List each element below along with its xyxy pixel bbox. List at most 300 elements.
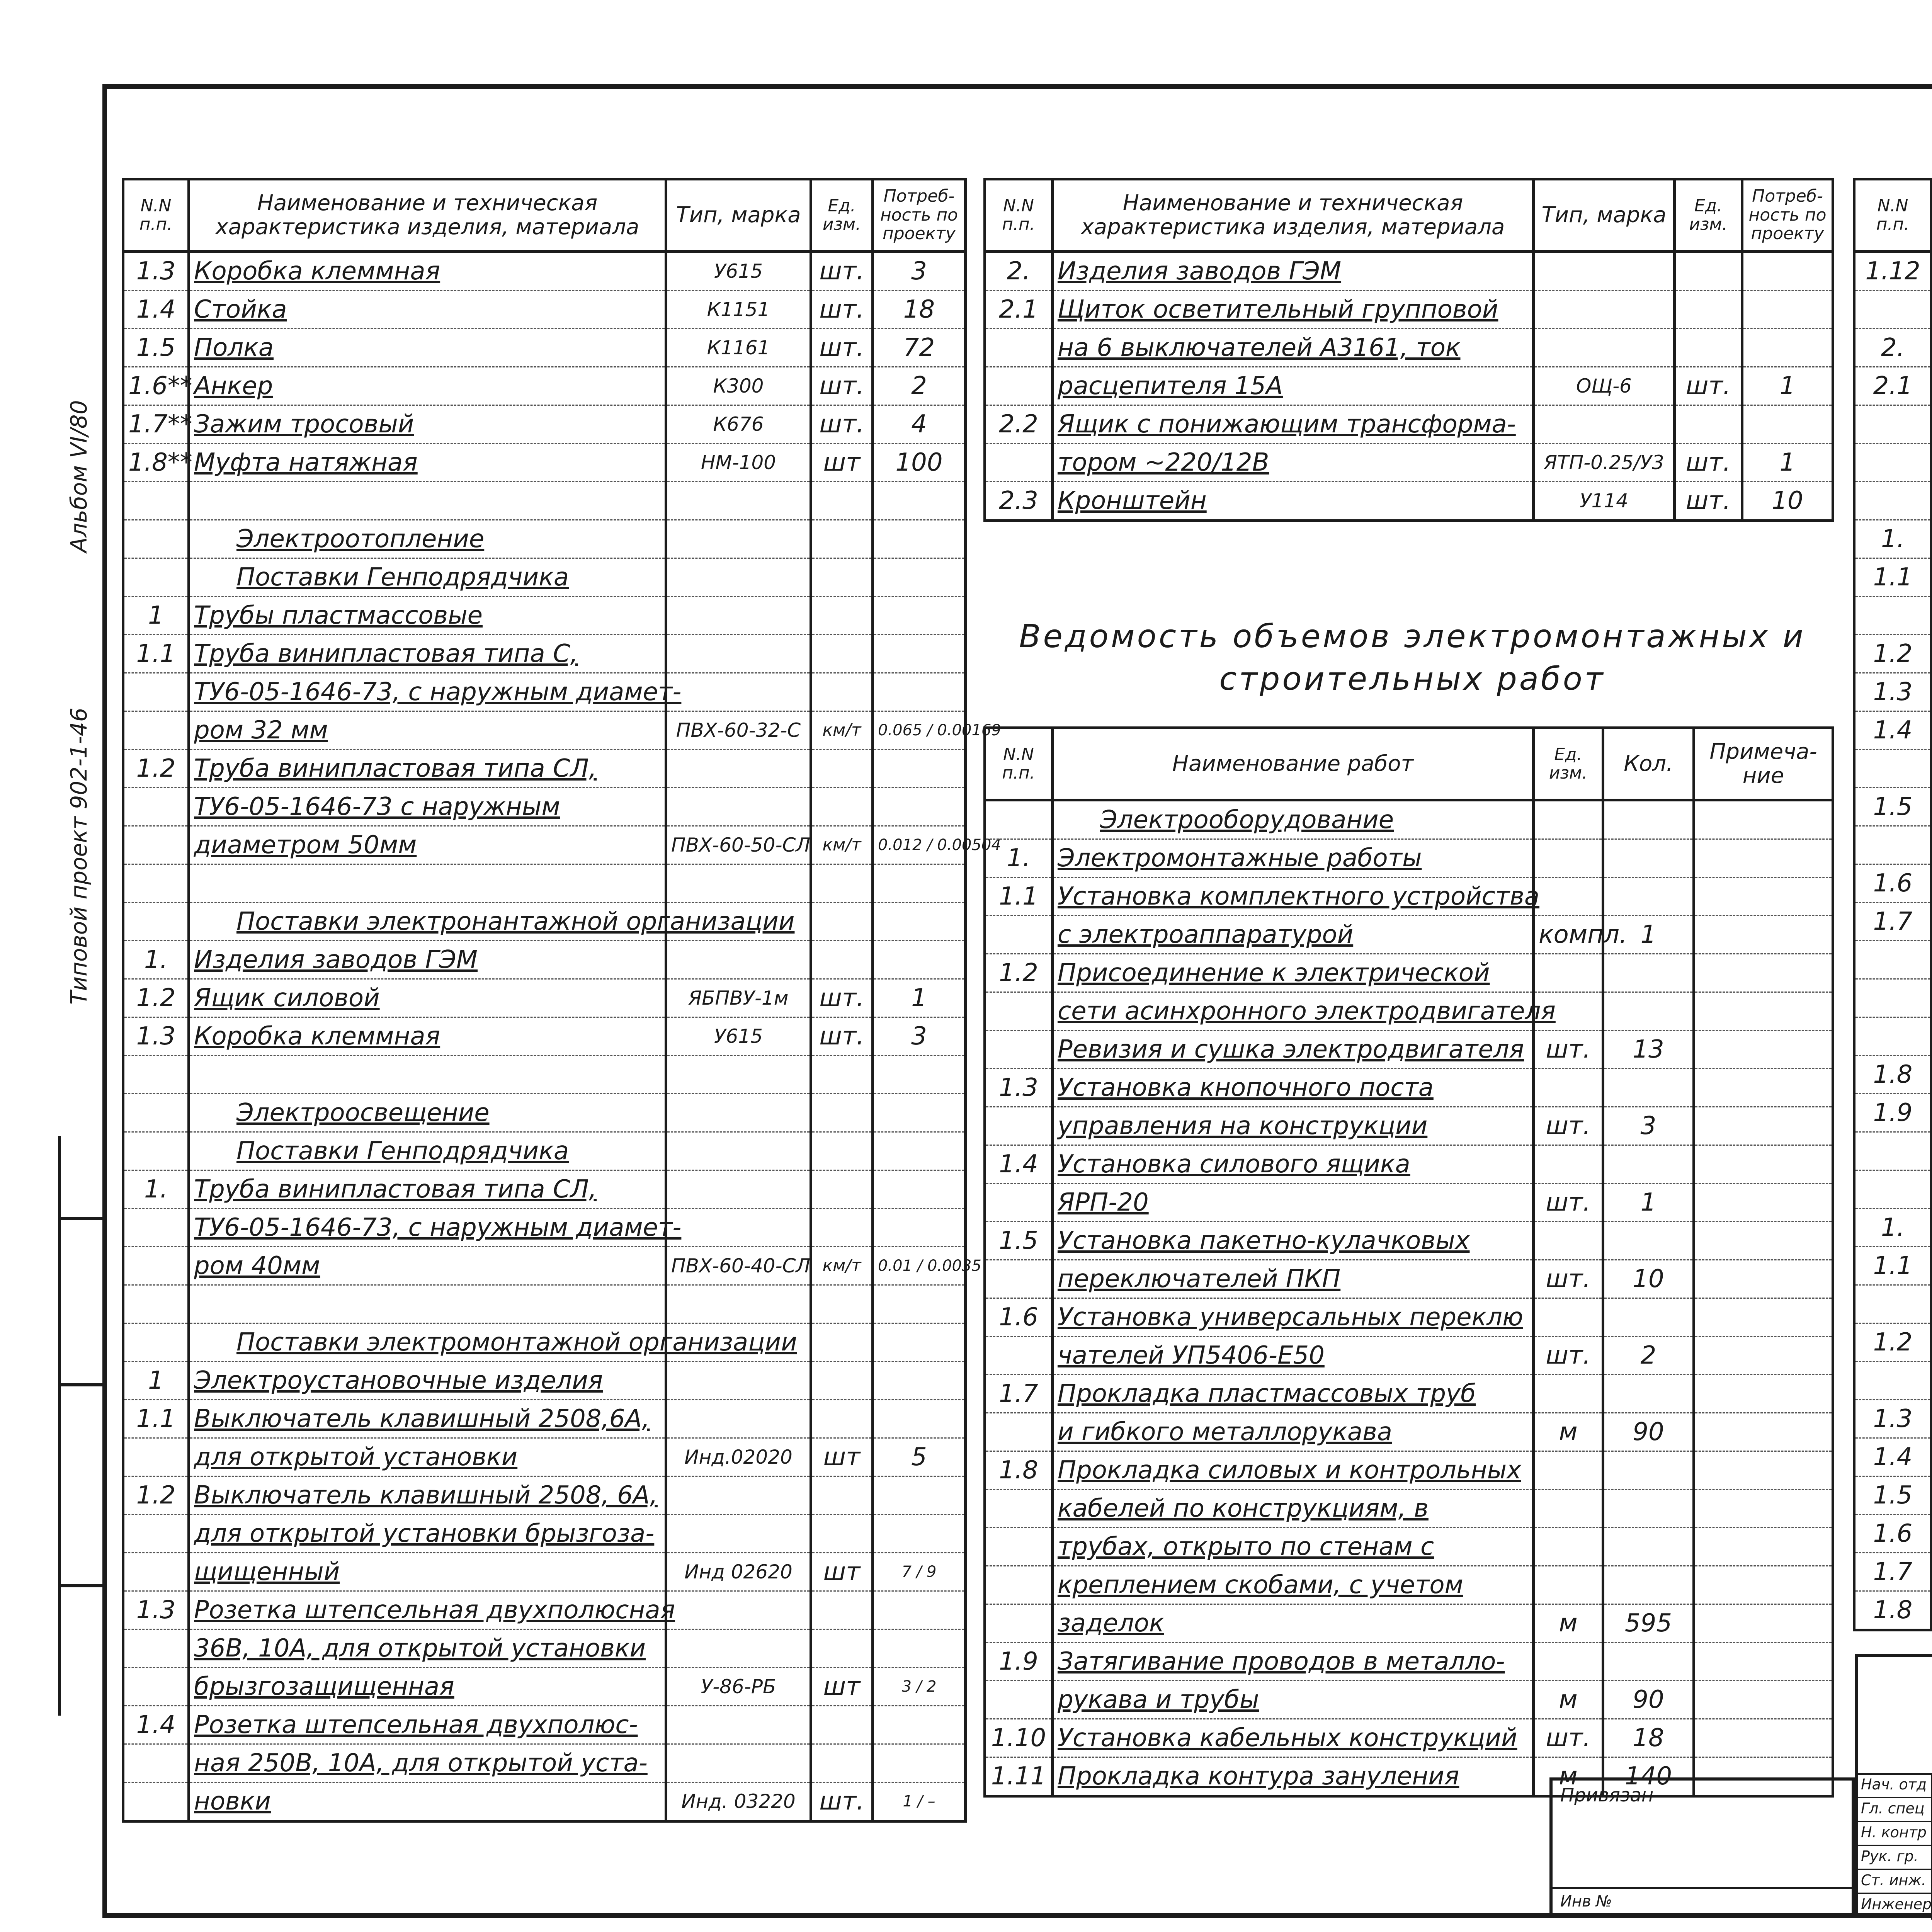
table-row [1854, 750, 1932, 788]
cell-col3 [1534, 1222, 1603, 1260]
cell-col4 [811, 597, 873, 635]
cell-col5: 10 [1742, 482, 1833, 521]
cell-nn [123, 1323, 189, 1362]
cell-name [189, 1132, 666, 1170]
stamp-line [1858, 1821, 1932, 1822]
cell-name: сети асинхронного электродвигателя [1053, 992, 1534, 1031]
cell-col5 [873, 635, 966, 673]
cell-nn: 1.2 [1854, 635, 1932, 673]
cell-name: трубах, открыто по стенам с [1053, 1528, 1534, 1566]
cell-col4 [1603, 1375, 1694, 1413]
table-header [985, 179, 1833, 252]
cell-col4 [811, 1209, 873, 1247]
table-row [1854, 405, 1932, 444]
table-row [985, 1298, 1833, 1337]
side-label-album: Альбом VI/80 [66, 400, 92, 553]
cell-col5 [873, 558, 966, 597]
cell-col3 [1534, 1069, 1603, 1107]
cell-name: Щиток осветительный групповой [1053, 291, 1534, 329]
cell-col3 [666, 1476, 811, 1515]
cell-name: брызгозащищенная [189, 1668, 666, 1706]
cell-name: Зажим тросовый [189, 405, 666, 444]
materials-table-left [122, 178, 1001, 1823]
cell-nn: 1.3 [1854, 1400, 1932, 1438]
cell-nn [123, 1094, 189, 1132]
header-name: Наименование и техническая характеристика изделия, материала [1053, 179, 1534, 252]
cell-col4: 140 [1603, 1757, 1694, 1796]
cell-col4: км/т [811, 1247, 873, 1285]
cell-nn [123, 1744, 189, 1782]
cell-col3 [1534, 291, 1675, 329]
cell-name [189, 1056, 666, 1094]
cell-col5 [873, 1170, 966, 1209]
cell-col3 [666, 750, 811, 788]
cell-col5 [1694, 878, 1833, 916]
cell-col3 [1534, 1566, 1603, 1604]
table-row [985, 1107, 1833, 1145]
table-row [985, 800, 1833, 839]
cell-nn: 1.4 [985, 1145, 1053, 1184]
cell-col5 [1742, 329, 1833, 367]
cell-col3 [1534, 1145, 1603, 1184]
cell-nn [985, 1337, 1053, 1375]
cell-col5 [1694, 1643, 1833, 1681]
cell-col5 [873, 673, 966, 711]
cell-name: ная 250В, 10А, для открытой уста- [189, 1744, 666, 1782]
cell-name: Коробка клеммная [189, 252, 666, 291]
header-note: Примеча- ние [1694, 728, 1833, 800]
cell-col4 [811, 482, 873, 520]
table-row [123, 750, 966, 788]
table-row [123, 405, 966, 444]
table-row [1854, 1132, 1932, 1170]
cell-col3: У-86-РБ [666, 1668, 811, 1706]
cell-col5 [873, 1323, 966, 1362]
cell-col4: 18 [1603, 1719, 1694, 1757]
cell-col5 [873, 482, 966, 520]
cell-col4: км/т [811, 826, 873, 864]
cell-name: кабелей по конструкциям, в [1053, 1490, 1534, 1528]
cell-nn: 1.10 [985, 1719, 1053, 1757]
cell-nn: 1.1 [1854, 1247, 1932, 1285]
table-row [1854, 482, 1932, 520]
cell-col3: У114 [1534, 482, 1675, 521]
cell-col3 [1534, 1643, 1603, 1681]
cell-col3 [666, 1056, 811, 1094]
cell-col5 [1694, 1681, 1833, 1719]
cell-col5: 1 [1742, 367, 1833, 405]
cell-nn [1854, 1285, 1932, 1323]
cell-nn [985, 444, 1053, 482]
cell-col5: 3 [873, 252, 966, 291]
cell-nn: 1.8** [123, 444, 189, 482]
cell-col4 [811, 558, 873, 597]
cell-name: ром 40мм [189, 1247, 666, 1285]
cell-col4 [811, 750, 873, 788]
cell-nn [985, 1490, 1053, 1528]
cell-nn [985, 1184, 1053, 1222]
table-row [985, 1451, 1833, 1490]
table-row [123, 291, 966, 329]
cell-nn: 2.1 [985, 291, 1053, 329]
cell-col5 [1694, 1451, 1833, 1490]
cell-name: Прокладка пластмассовых труб [1053, 1375, 1534, 1413]
table-row [123, 826, 966, 864]
cell-nn [1854, 405, 1932, 444]
table-row [123, 1591, 966, 1629]
cell-nn: 1.4 [1854, 1438, 1932, 1476]
cell-nn [985, 992, 1053, 1031]
cell-nn: 1 [123, 1362, 189, 1400]
header-type: Тип, марка [1534, 179, 1675, 252]
cell-col3 [666, 1285, 811, 1323]
cell-col5: 1 / – [873, 1782, 966, 1821]
cell-nn [123, 903, 189, 941]
cell-col4 [811, 1056, 873, 1094]
cell-nn: 1.6 [985, 1298, 1053, 1337]
cell-col3: У615 [666, 1017, 811, 1056]
cell-nn: 1.8 [1854, 1591, 1932, 1630]
cell-nn: 1.4 [1854, 711, 1932, 750]
cell-nn [123, 864, 189, 903]
cell-name: Прокладка силовых и контрольных [1053, 1451, 1534, 1490]
cell-name: Ревизия и сушка электродвигателя [1053, 1031, 1534, 1069]
section-heading: Электроотопление [236, 525, 485, 553]
table-row [123, 558, 966, 597]
cell-name: Полка [189, 329, 666, 367]
table-row [1854, 1400, 1932, 1438]
cell-col4: шт. [811, 252, 873, 291]
table-row [985, 1566, 1833, 1604]
cell-col5 [873, 520, 966, 558]
cell-col5: 1 [1742, 444, 1833, 482]
table-row [123, 520, 966, 558]
cell-col3 [1534, 1375, 1603, 1413]
header-nn: N.N п.п. [1854, 179, 1932, 252]
cell-col5 [1694, 1375, 1833, 1413]
cell-col5: 0.012 / 0.00504 [873, 826, 966, 864]
table-row [123, 1476, 966, 1515]
cell-nn [985, 1031, 1053, 1069]
cell-nn: 1.5 [1854, 788, 1932, 826]
table-row [123, 367, 966, 405]
cell-nn [123, 1515, 189, 1553]
cell-col4: 595 [1603, 1604, 1694, 1643]
cell-nn [1854, 1170, 1932, 1209]
cell-col5 [873, 1744, 966, 1782]
cell-col5 [1694, 992, 1833, 1031]
table-row [123, 1285, 966, 1323]
cell-name [189, 482, 666, 520]
cell-col3 [666, 520, 811, 558]
cell-name: заделок [1053, 1604, 1534, 1643]
cell-col5 [1694, 954, 1833, 992]
table-row [1854, 597, 1932, 635]
cell-name: ТУ6-05-1646-73, с наружным диамет- [189, 673, 666, 711]
cell-col3: ПВХ-60-40-СЛ [666, 1247, 811, 1285]
table-row [1854, 1209, 1932, 1247]
table-row [1854, 788, 1932, 826]
cell-name [189, 903, 795, 941]
side-label-project: Типовой проект 902-1-46 [66, 707, 92, 1005]
cell-col3: шт. [1534, 1184, 1603, 1222]
cell-col4: шт. [811, 1782, 873, 1821]
cell-nn: 1.1 [123, 1400, 189, 1438]
cell-col3: шт. [1534, 1107, 1603, 1145]
cell-name: для открытой установки брызгоза- [189, 1515, 666, 1553]
cell-nn [985, 1681, 1053, 1719]
cell-col5 [1694, 1069, 1833, 1107]
cell-nn: 1.7 [985, 1375, 1053, 1413]
cell-col4 [811, 1629, 873, 1668]
cell-nn [985, 800, 1053, 839]
cell-col4: 90 [1603, 1681, 1694, 1719]
cell-col3: м [1534, 1604, 1603, 1643]
cell-col5: 3 / 2 [873, 1668, 966, 1706]
table-row [1854, 444, 1932, 482]
table-row [985, 916, 1833, 954]
table-row [123, 1323, 966, 1362]
cell-col5 [873, 1706, 966, 1744]
cell-name: и гибкого металлорукава [1053, 1413, 1534, 1451]
cell-col5 [1694, 839, 1833, 878]
cell-col3 [666, 558, 811, 597]
cell-name [189, 864, 666, 903]
cell-col4 [811, 1591, 873, 1629]
table-row [1854, 826, 1932, 864]
cell-col5 [873, 597, 966, 635]
stamp-line [1858, 1797, 1932, 1798]
cell-col3 [666, 1515, 811, 1553]
cell-nn: 1.2 [123, 1476, 189, 1515]
cell-col3: ОЩ-6 [1534, 367, 1675, 405]
table-row [985, 839, 1833, 878]
header-unit: Ед. изм. [811, 179, 873, 252]
stamp-line [1858, 1893, 1932, 1894]
cell-name: Прокладка контура зануления [1053, 1757, 1534, 1796]
cell-col3 [666, 1209, 811, 1247]
cell-col5 [873, 1629, 966, 1668]
cell-name: Изделия заводов ГЭМ [1053, 252, 1534, 291]
table-row [1854, 1056, 1932, 1094]
cell-col4 [1603, 1298, 1694, 1337]
cell-name: ТУ6-05-1646-73, с наружным диамет- [189, 1209, 666, 1247]
cell-col5 [1694, 1413, 1833, 1451]
privyazan-label: Привязан [1560, 1784, 1654, 1806]
cell-nn [123, 826, 189, 864]
header-qty: Кол. [1603, 728, 1694, 800]
cell-col4: шт. [811, 979, 873, 1017]
cell-nn: 1.1 [985, 878, 1053, 916]
table-row [1854, 635, 1932, 673]
cell-nn [123, 788, 189, 826]
cell-name: Труба винипластовая типа С, [189, 635, 666, 673]
cell-nn: 1. [123, 941, 189, 979]
cell-col3: шт. [1534, 1031, 1603, 1069]
table-header [1854, 179, 1932, 252]
cell-col5 [873, 1094, 966, 1132]
cell-nn [123, 1438, 189, 1476]
cell-nn [1854, 291, 1932, 329]
cell-nn [985, 1528, 1053, 1566]
cell-col5 [1694, 1260, 1833, 1298]
table-row [123, 1782, 966, 1821]
cell-col4: шт. [811, 405, 873, 444]
cell-name: Электроустановочные изделия [189, 1362, 666, 1400]
table-header [985, 728, 1833, 800]
cell-col4: 1 [1603, 916, 1694, 954]
cell-col5 [1694, 1528, 1833, 1566]
cell-col5: 1 [873, 979, 966, 1017]
cell-col3: К1151 [666, 291, 811, 329]
cell-name: переключателей ПКП [1053, 1260, 1534, 1298]
table-row [985, 367, 1833, 405]
table-row [123, 1629, 966, 1668]
cell-nn: 2.1 [1854, 367, 1932, 405]
cell-name [189, 520, 666, 558]
cell-col5 [1742, 291, 1833, 329]
cell-col5 [1694, 1298, 1833, 1337]
cell-nn: 1.1 [123, 635, 189, 673]
cell-col5 [1694, 1145, 1833, 1184]
cell-nn: 1.8 [1854, 1056, 1932, 1094]
header-nn: N.N п.п. [985, 179, 1053, 252]
section-heading: Поставки электронантажной организации [236, 907, 795, 936]
cell-col3 [666, 1132, 811, 1170]
cell-col3: Инд 02620 [666, 1553, 811, 1591]
cell-col3: Инд.02020 [666, 1438, 811, 1476]
cell-col5 [873, 1056, 966, 1094]
cell-col3: шт. [1534, 1260, 1603, 1298]
cell-col4: 13 [1603, 1031, 1694, 1069]
table-row [985, 1375, 1833, 1413]
cell-col3 [666, 1170, 811, 1209]
cell-col5 [1742, 405, 1833, 444]
cell-nn [123, 1782, 189, 1821]
table-row [123, 711, 966, 750]
table-row [1854, 1170, 1932, 1209]
cell-nn [123, 711, 189, 750]
cell-name [1053, 800, 1534, 839]
cell-name: управления на конструкции [1053, 1107, 1534, 1145]
cell-col4: шт [811, 1668, 873, 1706]
cell-col5: 5 [873, 1438, 966, 1476]
stamp-line [1858, 1869, 1932, 1870]
cell-name: щищенный [189, 1553, 666, 1591]
cell-col5 [1694, 1031, 1833, 1069]
cell-name: Труба винипластовая типа СЛ, [189, 1170, 666, 1209]
cell-nn [1854, 826, 1932, 864]
cell-name [189, 1094, 666, 1132]
cell-col3 [1534, 252, 1675, 291]
table-row [123, 252, 966, 291]
cell-nn [985, 367, 1053, 405]
cell-name: рукава и трубы [1053, 1681, 1534, 1719]
table-row [985, 1184, 1833, 1222]
cell-nn [123, 1553, 189, 1591]
cell-col3 [1534, 1490, 1603, 1528]
cell-col3 [1534, 1451, 1603, 1490]
cell-col5 [1694, 800, 1833, 839]
cell-col5 [1694, 1184, 1833, 1222]
table-row [123, 788, 966, 826]
cell-col5 [873, 1476, 966, 1515]
cell-col3 [666, 1362, 811, 1400]
cell-nn [1854, 1132, 1932, 1170]
cell-name: 36В, 10А, для открытой установки [189, 1629, 666, 1668]
cell-nn [1854, 482, 1932, 520]
cell-col3 [666, 941, 811, 979]
cell-col3: шт. [1534, 1337, 1603, 1375]
table-row [1854, 1362, 1932, 1400]
cell-col5: 4 [873, 405, 966, 444]
table-row [985, 992, 1833, 1031]
cell-col4: шт. [811, 367, 873, 405]
table-row [1854, 979, 1932, 1017]
section-heading: Поставки электромонтажной организации [236, 1328, 797, 1357]
table-row [123, 979, 966, 1017]
cell-name: Установка силового ящика [1053, 1145, 1534, 1184]
cell-col3 [666, 482, 811, 520]
cell-nn [123, 1285, 189, 1323]
table-row [985, 1413, 1833, 1451]
cell-col5 [873, 788, 966, 826]
header-qty: Потреб- ность по проекту [873, 179, 966, 252]
cell-nn: 1.2 [985, 954, 1053, 992]
table-row [123, 1668, 966, 1706]
table-row [123, 1247, 966, 1285]
section-heading: Электроосвещение [236, 1099, 490, 1127]
role-title: Ст. инж. [1861, 1872, 1926, 1889]
cell-nn: 1.7 [1854, 1553, 1932, 1591]
table-row [985, 329, 1833, 367]
table-row [123, 1553, 966, 1591]
cell-name: с электроаппаратурой [1053, 916, 1534, 954]
statement-title-line2: строительных работ [1219, 661, 1605, 697]
cell-nn: 1.5 [985, 1222, 1053, 1260]
cell-name: ром 32 мм [189, 711, 666, 750]
table-row [1854, 864, 1932, 903]
role-title: Рук. гр. [1861, 1848, 1918, 1865]
cell-col3: ЯБПВУ-1м [666, 979, 811, 1017]
cell-nn [985, 1604, 1053, 1643]
cell-nn [123, 673, 189, 711]
table-row [123, 1400, 966, 1438]
cell-col5 [1694, 1566, 1833, 1604]
cell-col4 [811, 788, 873, 826]
cell-name: Затягивание проводов в металло- [1053, 1643, 1534, 1681]
cell-col4 [1675, 252, 1742, 291]
cell-nn [123, 1629, 189, 1668]
cell-col3 [1534, 878, 1603, 916]
cell-name: Установка кабельных конструкций [1053, 1719, 1534, 1757]
cell-col4 [1603, 1145, 1694, 1184]
table-row [1854, 558, 1932, 597]
cell-nn: 1.12 [1854, 252, 1932, 291]
cell-nn: 1.3 [123, 1017, 189, 1056]
cell-name: ТУ6-05-1646-73 с наружным [189, 788, 666, 826]
cell-nn [1854, 941, 1932, 979]
table-row [985, 1528, 1833, 1566]
table-row [123, 1515, 966, 1553]
cell-col3 [666, 1094, 811, 1132]
cell-col4 [1603, 992, 1694, 1031]
cell-nn [123, 520, 189, 558]
cell-col4 [1603, 878, 1694, 916]
table-row [123, 1017, 966, 1056]
cell-col4 [1603, 1528, 1694, 1566]
role-title: Н. контр [1861, 1824, 1927, 1841]
